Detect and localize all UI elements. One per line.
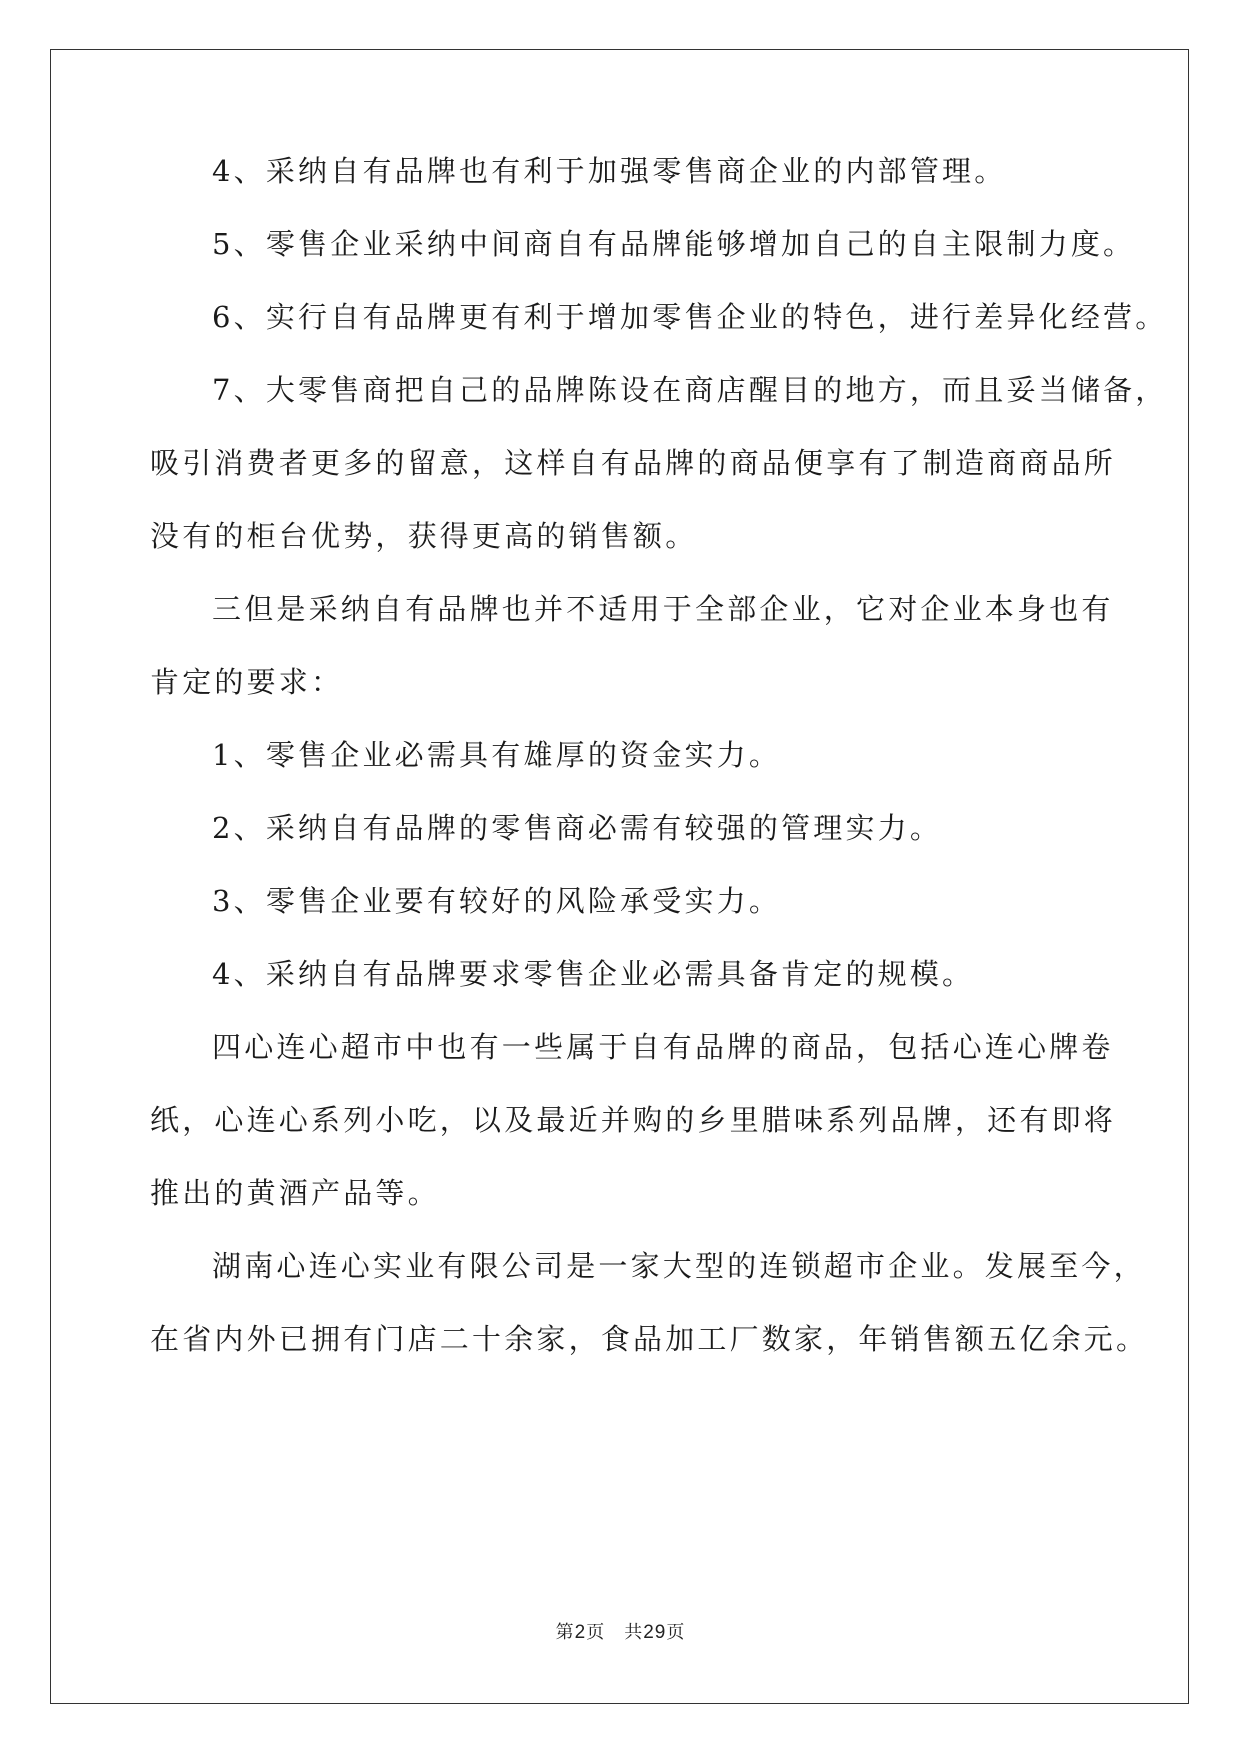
paragraph-line: 4、采纳自有品牌也有利于加强零售商企业的内部管理。 [212,154,1007,188]
paragraph-line: 在省内外已拥有门店二十余家，食品加工厂数家，年销售额五亿余元。 [150,1322,1149,1356]
paragraph-line: 纸，心连心系列小吃，以及最近并购的乡里腊味系列品牌，还有即将 [150,1103,1117,1137]
page-suffix: 页 [666,1622,686,1643]
paragraph-line: 6、实行自有品牌更有利于增加零售企业的特色，进行差异化经营。 [212,300,1168,334]
paragraph-line: 2、采纳自有品牌的零售商必需有较强的管理实力。 [212,811,943,845]
current-page-number: 2 [574,1622,587,1643]
paragraph-line: 7、大零售商把自己的品牌陈设在商店醒目的地方，而且妥当储备， [212,373,1168,407]
paragraph-line: 吸引消费者更多的留意，这样自有品牌的商品便享有了制造商商品所 [150,446,1117,480]
paragraph-line: 没有的柜台优势，获得更高的销售额。 [150,519,698,553]
total-page-number: 29 [643,1622,667,1643]
paragraph-line: 1、零售企业必需具有雄厚的资金实力。 [212,738,782,772]
paragraph-line: 5、零售企业采纳中间商自有品牌能够增加自己的自主限制力度。 [212,227,1136,261]
paragraph-line: 四心连心超市中也有一些属于自有品牌的商品，包括心连心牌卷 [212,1030,1114,1064]
paragraph-line: 三但是采纳自有品牌也并不适用于全部企业，它对企业本身也有 [212,592,1114,626]
page-footer [0,1618,1241,1644]
paragraph-line: 3、零售企业要有较好的风险承受实力。 [212,884,782,918]
paragraph-line: 湖南心连心实业有限公司是一家大型的连锁超市企业。发展至今， [212,1249,1146,1283]
paragraph-line: 肯定的要求： [150,665,344,699]
page-mid: 页 共 [586,1622,644,1643]
paragraph-line: 推出的黄酒产品等。 [150,1176,440,1210]
paragraph-line: 4、采纳自有品牌要求零售企业必需具备肯定的规模。 [212,957,975,991]
page-prefix: 第 [555,1622,575,1643]
